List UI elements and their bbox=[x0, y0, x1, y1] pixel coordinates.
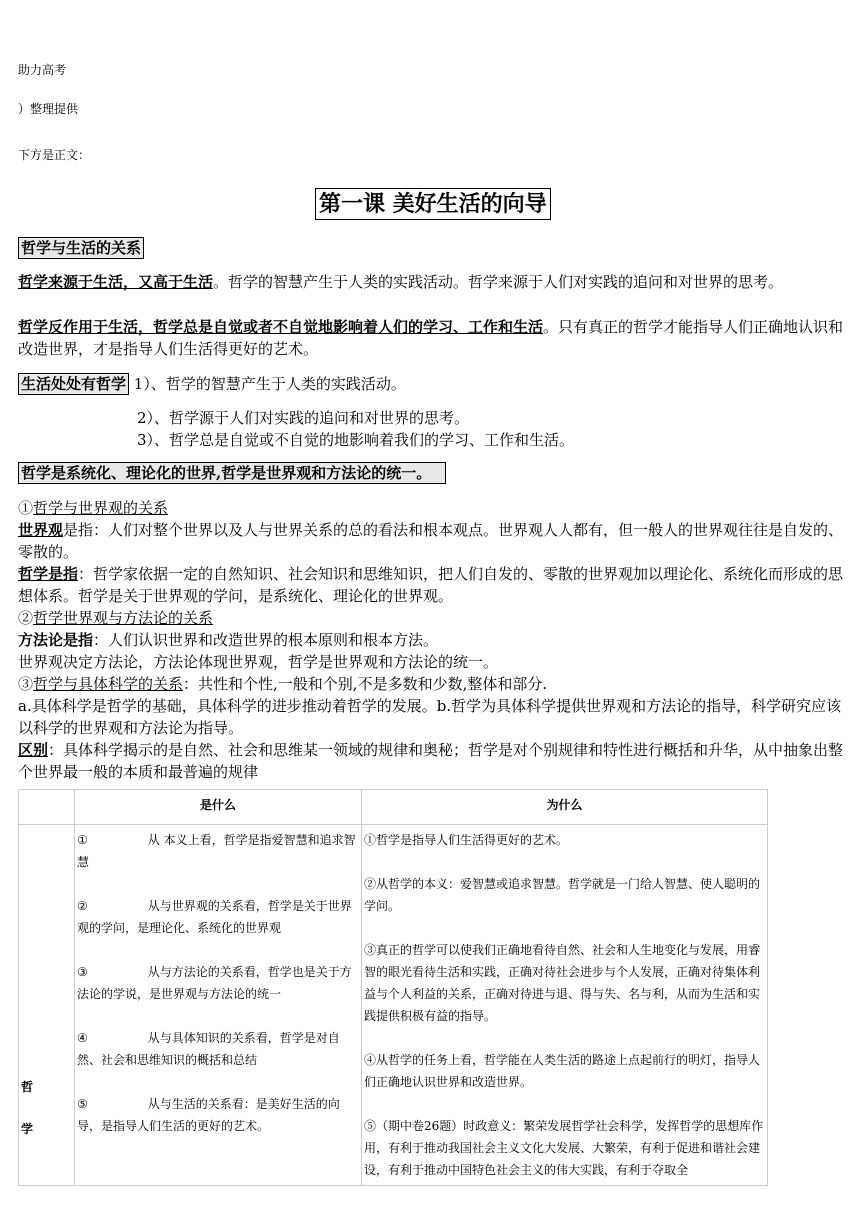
section-heading: 哲学与生活的关系 bbox=[18, 237, 144, 259]
table-corner-cell bbox=[19, 790, 75, 825]
list-item: 2）、哲学源于人们对实践的追问和对世界的思考。 bbox=[137, 409, 470, 427]
term: 方法论是指 bbox=[18, 631, 94, 649]
circled-number: ③ bbox=[18, 675, 34, 693]
section-heading: 哲学是系统化、理论化的世界,哲学是世界观和方法论的统一。 bbox=[18, 462, 446, 484]
list-item: ⑤ 从与生活的关系看：是美好生活的向导，是指导人们生活的更好的艺术。 bbox=[77, 1097, 340, 1133]
column-header-why: 为什么 bbox=[362, 790, 768, 825]
paragraph-source bbox=[18, 271, 846, 293]
subsection-method bbox=[18, 607, 846, 629]
list-item: 1）、哲学的智慧产生于人类的实践活动。 bbox=[133, 375, 406, 393]
subsection-title: 哲学与具体科学的关系 bbox=[33, 675, 184, 693]
section-heading: 生活处处有哲学 bbox=[18, 373, 129, 395]
subsection-title: 哲学世界观与方法论的关系 bbox=[33, 609, 214, 627]
definition: ：哲学家依据一定的自然知识、社会知识和思维知识，把人们自发的、零散的世界观加以理论化、系统化而形成的思想体系。哲学是关于世界观的学问，是系统化、理论化的世界观。 bbox=[18, 565, 844, 605]
table-header-row bbox=[19, 790, 768, 825]
term: 区别 bbox=[18, 741, 49, 759]
circled-number: ① bbox=[18, 499, 34, 517]
definition: 是指：人们对整个世界以及人与世界关系的总的看法和根本观点。世界观人人都有，但一般人的世界观往往是自发的、零散的。 bbox=[18, 521, 844, 561]
list-item: ⑤（期中卷26题）时政意义：繁荣发展哲学社会科学，发挥哲学的思想库作用，有利于推动我国社会主义文化大发展、大繁荣，有利于促进和谐社会建设，有利于推动中国特色社会主义的伟大实践，有利于夺取全 bbox=[364, 1119, 764, 1177]
page-title: 第一课 美好生活的向导 bbox=[315, 188, 551, 220]
definition: ：具体科学揭示的是自然、社会和思维某一领域的规律和奥秘；哲学是对个别规律和特性进行概括和升华，从中抽象出整个世界最一般的本质和最普遍的规律 bbox=[18, 741, 844, 781]
science-relation-text: a.具体科学是哲学的基础，具体科学的进步推动着哲学的发展。b.哲学为具体科学提供世界观和方法论的指导，科学研究应该以科学的世界观和方法论为指导。 bbox=[18, 697, 842, 737]
why-cell bbox=[362, 825, 768, 1186]
term: 哲学是指 bbox=[18, 565, 79, 583]
section-system bbox=[18, 462, 846, 484]
subsection-science bbox=[18, 673, 846, 695]
what-cell bbox=[75, 825, 362, 1186]
key-statement: 哲学来源于生活，又高于生活 bbox=[18, 273, 214, 291]
subsection-text: ：共性和个性,一般和个别,不是多数和少数,整体和部分. bbox=[183, 675, 548, 693]
list-item: ② 从与世界观的关系看，哲学是关于世界观的学问，是理论化、系统化的世界观 bbox=[77, 899, 352, 935]
definition: ：人们认识世界和改造世界的根本原则和根本方法。 bbox=[93, 631, 439, 649]
circled-number: ② bbox=[18, 609, 34, 627]
difference-text bbox=[18, 739, 846, 783]
list-item: ②从哲学的本义：爱智慧或追求智慧。哲学就是一门给人智慧、使人聪明的学问。 bbox=[364, 877, 761, 913]
header-line-1: 助力高考 bbox=[18, 63, 67, 77]
section-philosophy-life bbox=[18, 237, 846, 259]
header-line-2: ）整理提供 bbox=[18, 102, 79, 116]
list-item: ④ 从与具体知识的关系看，哲学是对自然、社会和思维知识的概括和总结 bbox=[77, 1031, 340, 1067]
list-item: ③ 从与方法论的关系看，哲学也是关于方法论的学说，是世界观与方法论的统一 bbox=[77, 965, 352, 1001]
subsection-title: 哲学与世界观的关系 bbox=[33, 499, 169, 517]
key-statement: 哲学反作用于生活，哲学总是自觉或者不自觉地影响着人们的学习、工作和生活 bbox=[18, 318, 544, 336]
list-item: ③真正的哲学可以使我们正确地看待自然、社会和人生地变化与发展，用睿智的眼光看待生活和实践，正确对待社会进步与个人发展，正确对待集体利益与个人利益的关系，正确对待进与退、得与失、名与利，从而为生活和实践提供积极有益的指导。 bbox=[364, 943, 761, 1023]
paragraph-text: 。只有真正的哲学才能指导人们正确地认识和改造世界，才是指导人们生活得更好的艺术。 bbox=[18, 318, 844, 358]
definition-philosophy bbox=[18, 563, 846, 607]
paragraph-text: 。哲学的智慧产生于人类的实践活动。哲学来源于人们对实践的追问和对世界的思考。 bbox=[213, 273, 784, 291]
row-label-char: 学 bbox=[21, 1122, 34, 1136]
header-line-3: 下方是正文： bbox=[18, 148, 91, 162]
row-label-char: 哲 bbox=[21, 1080, 34, 1094]
list-item: ①哲学是指导人们生活得更好的艺术。 bbox=[364, 833, 569, 847]
definition-worldview bbox=[18, 519, 846, 563]
row-label bbox=[19, 825, 75, 1186]
unity-statement: 世界观决定方法论，方法论体现世界观，哲学是世界观和方法论的统一。 bbox=[18, 653, 499, 671]
definition-method bbox=[18, 629, 846, 651]
subsection-worldview bbox=[18, 497, 846, 519]
list-item: ① 从 本义上看，哲学是指爱智慧和追求智慧 bbox=[77, 833, 356, 869]
list-item: 3）、哲学总是自觉或不自觉的地影响着我们的学习、工作和生活。 bbox=[137, 431, 575, 449]
section-everywhere bbox=[18, 373, 846, 395]
column-header-what: 是什么 bbox=[75, 790, 362, 825]
comparison-table bbox=[18, 789, 768, 1186]
paragraph-reaction bbox=[18, 316, 846, 360]
term: 世界观 bbox=[18, 521, 64, 539]
table-row bbox=[19, 825, 768, 1186]
list-item: ④从哲学的任务上看，哲学能在人类生活的路途上点起前行的明灯，指导人们正确地认识世界和改造世界。 bbox=[364, 1053, 761, 1089]
